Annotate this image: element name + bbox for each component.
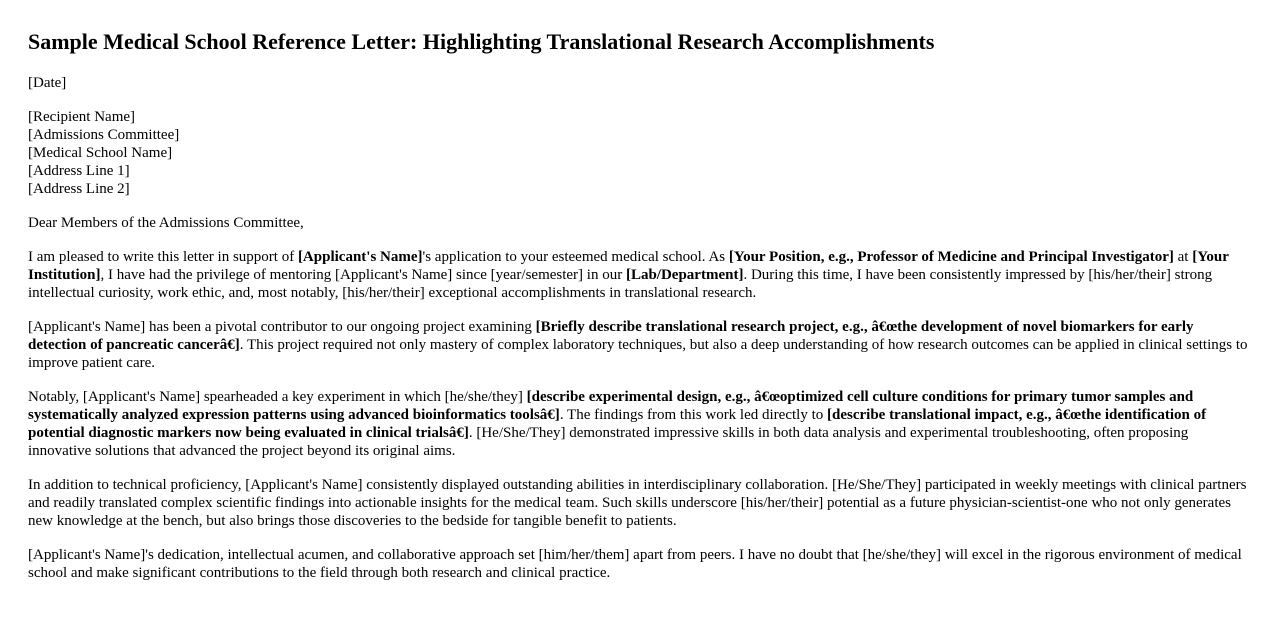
- p1-text-4: , I have had the privilege of mentoring [Applicant's Name] since [year/semester] in our: [100, 267, 626, 283]
- p3-text-1: Notably, [Applicant's Name] spearheaded a key experiment in which [he/she/they]: [28, 389, 527, 405]
- page-title: Sample Medical School Reference Letter: Highlighting Translational Research Accomplishments: [28, 29, 935, 54]
- p1-your-position: [Your Position, e.g., Professor of Medicine and Principal Investigator]: [728, 249, 1174, 265]
- paragraph-collaboration: In addition to technical proficiency, [Applicant's Name] consistently displayed outstanding abilities in interdisciplinary collaboration. [He/She/They] participated in weekly meetings with clinical partners and readily translated complex scientific findings into actionable insights for the medical team. Such skills underscore [his/her/their] potential as a future physician-scientist-one who not only generates new knowledge at the bench, but also brings those discoveries to the bedside for tangible benefit to patients.: [28, 477, 1247, 529]
- p3-text-3: . [He/She/They] demonstrated impressive skills in both data analysis and experimental troubleshooting, often proposing innovative solutions that advanced the project beyond its original aims.: [28, 425, 1189, 459]
- paragraph-key-experiment: [28, 388, 1250, 460]
- letter-document: [0, 29, 1278, 582]
- p3-translational-impact: [describe translational impact, e.g., â€œthe identification of potential diagnostic markers now being evaluated in clinical trialsâ€]: [28, 407, 1207, 441]
- recipient-name: [Recipient Name]: [28, 109, 136, 125]
- p1-applicant-name: [Applicant's Name]: [297, 249, 423, 265]
- p1-text-3: at: [1173, 249, 1193, 265]
- recipient-committee: [Admissions Committee]: [28, 127, 180, 143]
- p1-lab-department: [Lab/Department]: [625, 267, 744, 283]
- p1-your-institution: [Your Institution]: [28, 249, 1229, 283]
- p3-text-2: . The findings from this work led directly to: [559, 407, 827, 423]
- recipient-address-1: [Address Line 1]: [28, 163, 130, 179]
- paragraph-conclusion: [Applicant's Name]'s dedication, intellectual acumen, and collaborative approach set [him/her/them] apart from peers. I have no doubt that [he/she/they] will excel in the rigorous environment of medical school and make significant contributions to the field through both research and clinical practice.: [28, 547, 1242, 581]
- p1-text-2: 's application to your esteemed medical school. As: [422, 249, 729, 265]
- paragraph-research-project: [28, 318, 1250, 372]
- p1-text-5: . During this time, I have been consistently impressed by [his/her/their] strong intellectual curiosity, work ethic, and, most notably, [his/her/their] exceptional accomplishments in translational research.: [28, 267, 1213, 301]
- salutation: Dear Members of the Admissions Committee,: [28, 215, 304, 231]
- letter-date: [Date]: [28, 75, 67, 91]
- p2-text-1: [Applicant's Name] has been a pivotal contributor to our ongoing project examining: [28, 319, 536, 335]
- p1-text-1: I am pleased to write this letter in support of: [28, 249, 298, 265]
- recipient-address-2: [Address Line 2]: [28, 181, 130, 197]
- p3-experimental-design: [describe experimental design, e.g., â€œoptimized cell culture conditions for primary tumor samples and systematically analyzed expression patterns using advanced bioinformatics toolsâ€]: [28, 389, 1194, 423]
- p2-project-description: [Briefly describe translational research project, e.g., â€œthe development of novel biomarkers for early detection of pancreatic cancerâ€]: [28, 319, 1194, 353]
- paragraph-introduction: [28, 248, 1250, 302]
- p2-text-2: . This project required not only mastery of complex laboratory techniques, but also a deep understanding of how research outcomes can be applied in clinical settings to improve patient care.: [28, 337, 1248, 371]
- recipient-block: [28, 108, 1250, 198]
- recipient-school: [Medical School Name]: [28, 145, 173, 161]
